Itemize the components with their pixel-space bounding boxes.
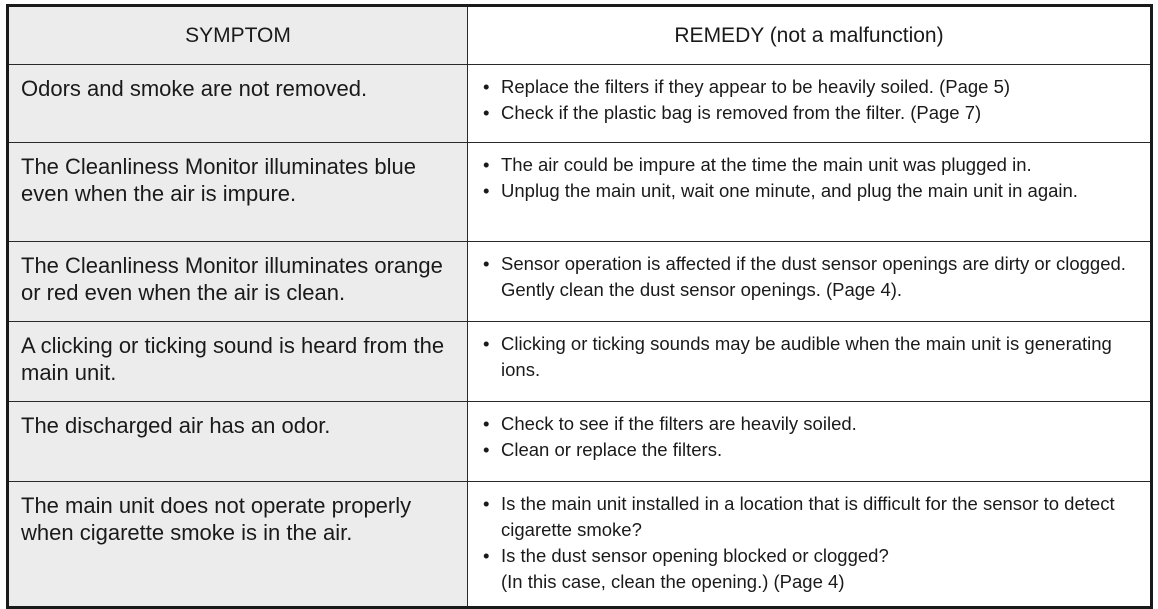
symptom-cell: The main unit does not operate properly when cigarette smoke is in the air.	[8, 482, 468, 608]
table-row	[8, 402, 1152, 482]
remedy-item: • The air could be impure at the time the main unit was plugged in.	[478, 152, 1140, 178]
symptom-cell: The Cleanliness Monitor illuminates blue even when the air is impure.	[8, 143, 468, 242]
remedy-cell	[468, 242, 1152, 322]
remedy-cell	[468, 65, 1152, 143]
remedy-list	[478, 152, 1140, 204]
remedy-list	[478, 331, 1140, 383]
remedy-list	[478, 411, 1140, 463]
table-row	[8, 322, 1152, 402]
remedy-item: • Is the main unit installed in a location that is difficult for the sensor to detect cigarette smoke?	[478, 491, 1140, 543]
table-row	[8, 242, 1152, 322]
symptom-cell: The discharged air has an odor.	[8, 402, 468, 482]
remedy-column-header: REMEDY (not a malfunction)	[468, 6, 1152, 65]
remedy-cell	[468, 482, 1152, 608]
symptom-cell: A clicking or ticking sound is heard from the main unit.	[8, 322, 468, 402]
remedy-item: • Check if the plastic bag is removed from the filter. (Page 7)	[478, 100, 1140, 126]
table-row	[8, 143, 1152, 242]
remedy-cell	[468, 143, 1152, 242]
symptom-cell: The Cleanliness Monitor illuminates orange or red even when the air is clean.	[8, 242, 468, 322]
remedy-item: • Check to see if the filters are heavily soiled.	[478, 411, 1140, 437]
remedy-note: (In this case, clean the opening.) (Page 4)	[501, 571, 845, 592]
troubleshooting-table-container	[6, 4, 1150, 609]
remedy-list	[478, 251, 1140, 303]
remedy-item: • Is the dust sensor opening blocked or clogged?	[478, 543, 1140, 569]
remedy-item: • Replace the filters if they appear to be heavily soiled. (Page 5)	[478, 74, 1140, 100]
symptom-cell: Odors and smoke are not removed.	[8, 65, 468, 143]
remedy-item: • Clean or replace the filters.	[478, 437, 1140, 463]
troubleshooting-table	[6, 4, 1153, 609]
table-row	[8, 482, 1152, 608]
header-row	[8, 6, 1152, 65]
remedy-cell	[468, 402, 1152, 482]
remedy-item: • Unplug the main unit, wait one minute, and plug the main unit in again.	[478, 178, 1140, 204]
remedy-list	[478, 491, 1140, 569]
remedy-cell	[468, 322, 1152, 402]
remedy-list	[478, 74, 1140, 126]
remedy-item: • Sensor operation is affected if the dust sensor openings are dirty or clogged. Gently clean the dust sensor openings. (Page 4).	[478, 251, 1140, 303]
remedy-item: • Clicking or ticking sounds may be audible when the main unit is generating ions.	[478, 331, 1140, 383]
table-row	[8, 65, 1152, 143]
symptom-column-header: SYMPTOM	[8, 6, 468, 65]
